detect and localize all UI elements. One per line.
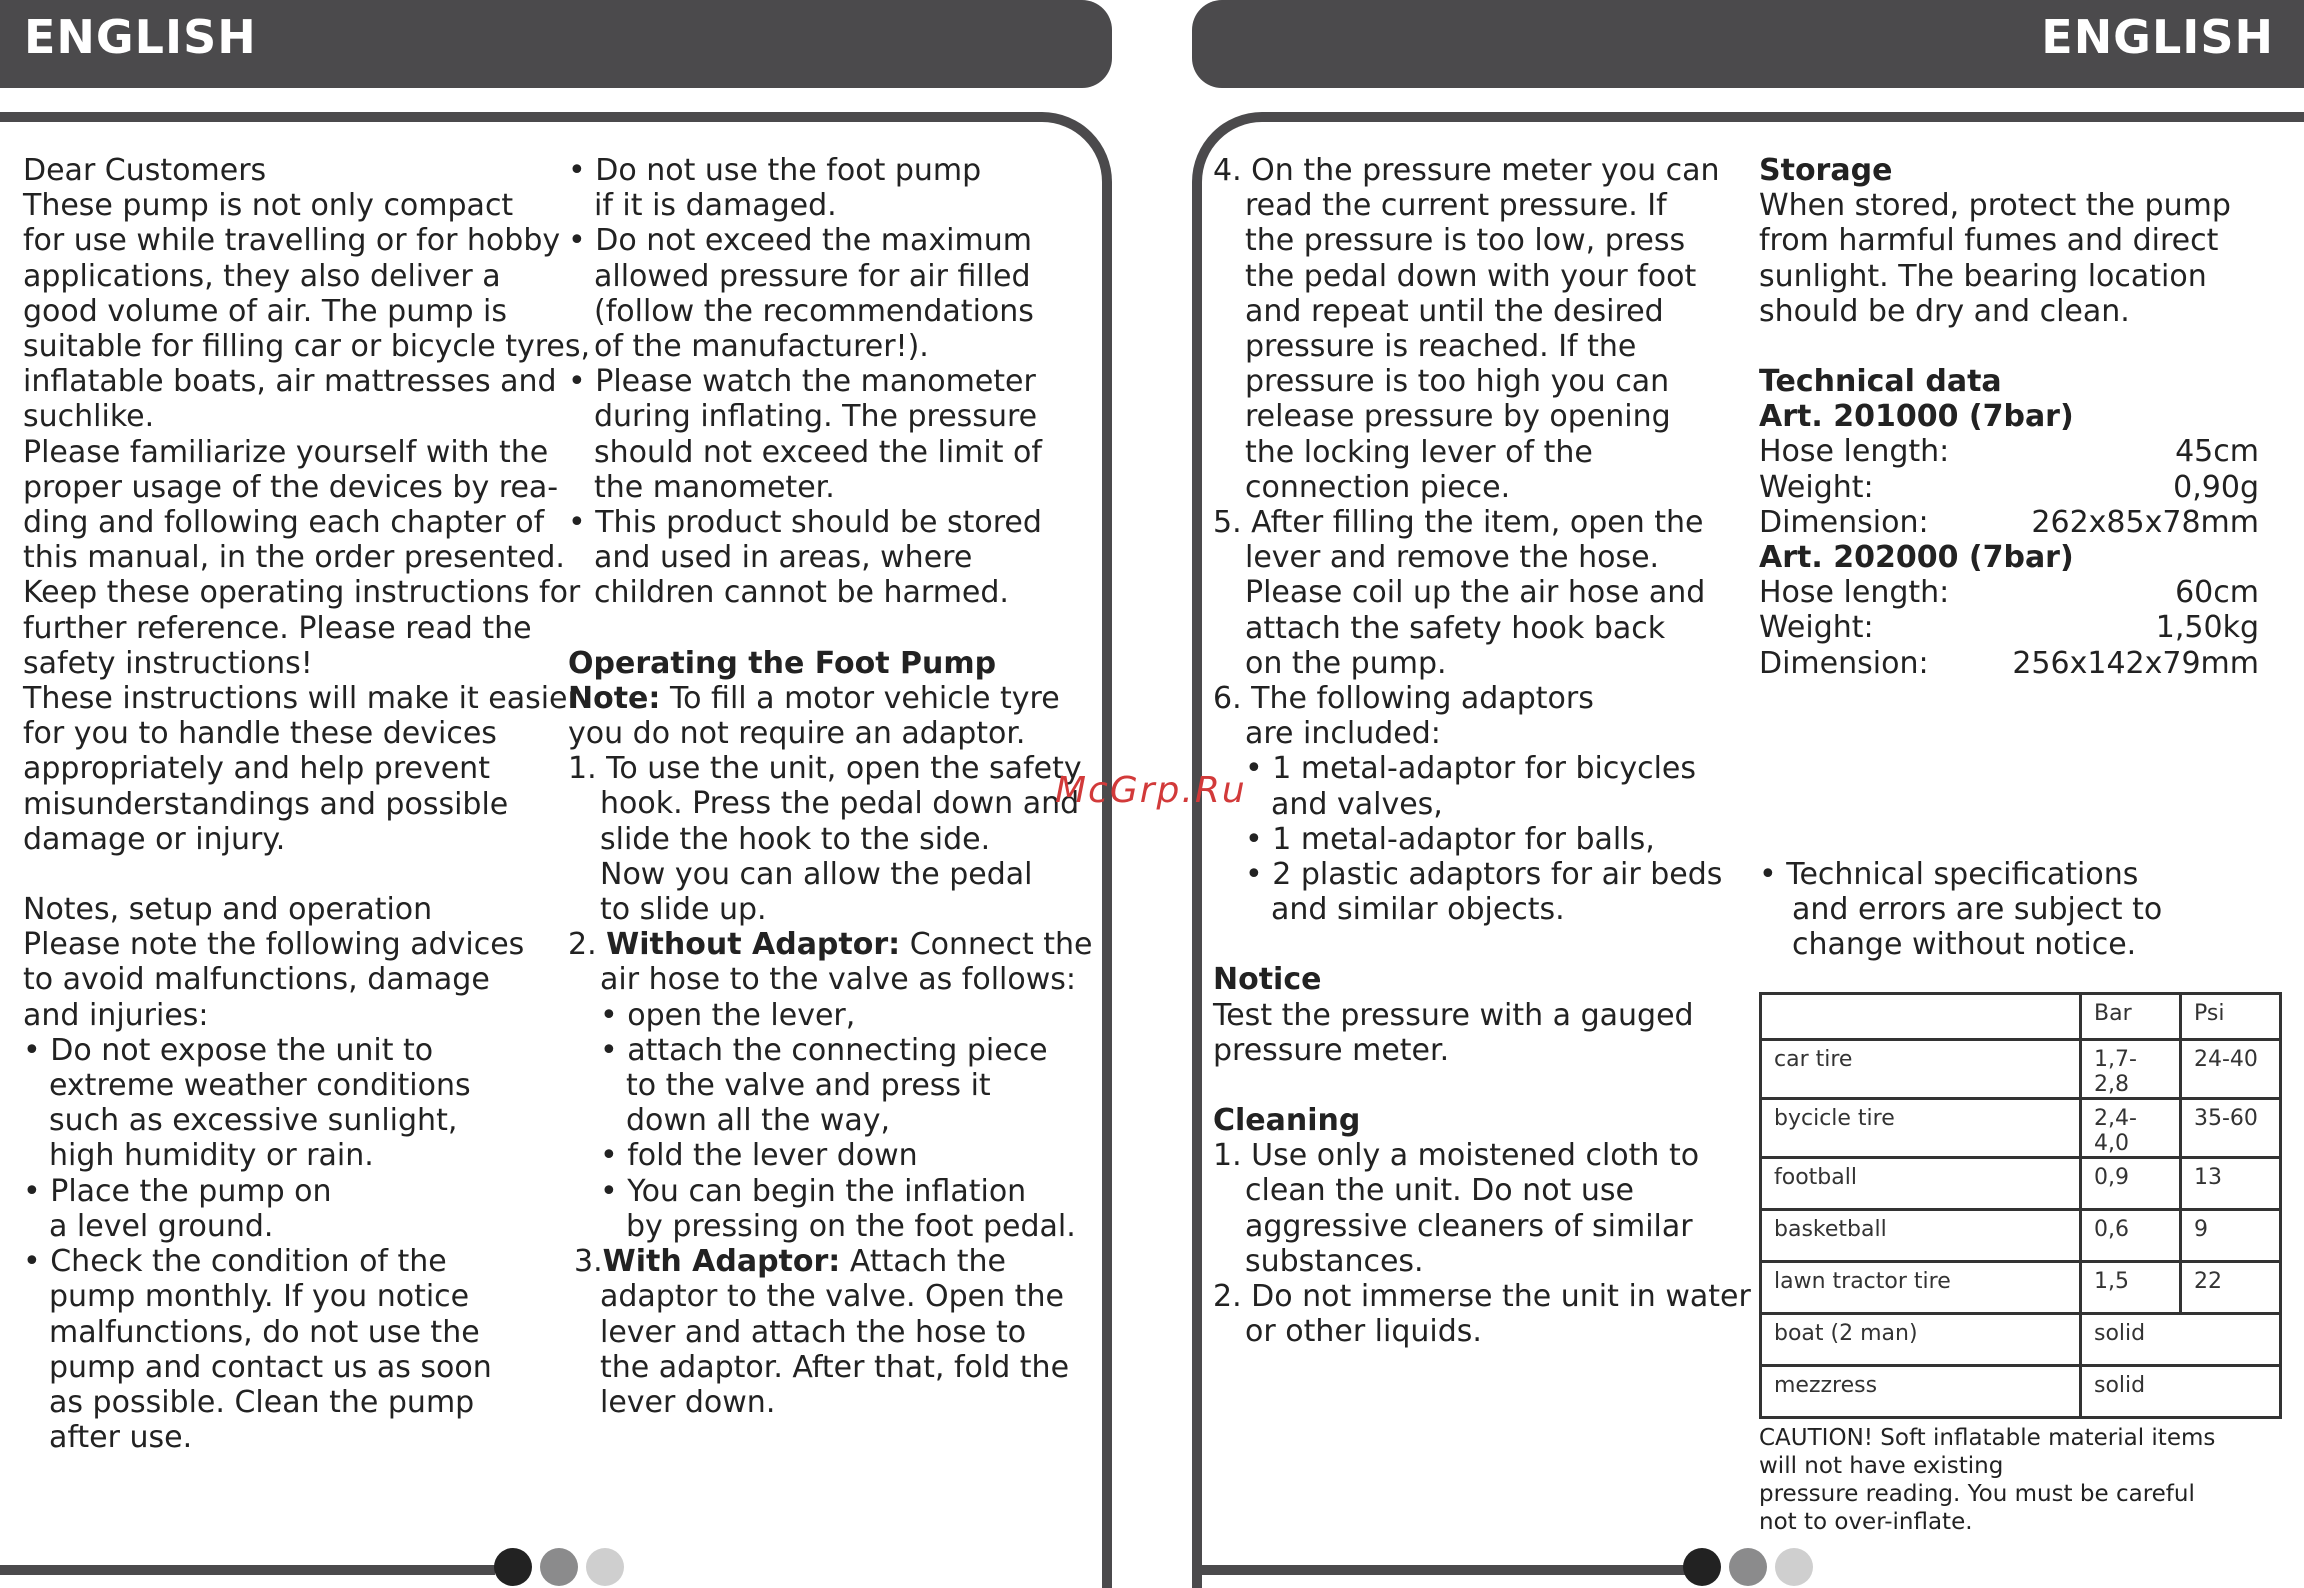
bullet-line: (follow the recommendations <box>594 293 1034 329</box>
step-line: Now you can allow the pedal <box>600 856 1033 892</box>
bullet-line: children cannot be harmed. <box>594 575 1009 611</box>
step-line: 5. After filling the item, open the <box>1213 505 1704 541</box>
table-cell: football <box>1761 1158 2081 1210</box>
step-line: pressure is reached. If the <box>1245 329 1637 365</box>
pressure-table <box>1759 992 2282 1419</box>
spec-value: 262x85x78mm <box>2031 504 2259 540</box>
table-header-cell: Psi <box>2181 994 2281 1040</box>
page-dot <box>1683 1548 1721 1586</box>
step-text: Connect the <box>900 927 1093 963</box>
adaptor-line: and valves, <box>1271 786 1443 822</box>
spec-row <box>1759 610 2259 645</box>
text-line: These instructions will make it easier <box>23 681 580 717</box>
step-line: adaptor to the valve. Open the <box>600 1279 1064 1315</box>
spec-value: 256x142x79mm <box>2012 645 2259 681</box>
section-title: Technical data <box>1759 364 2002 400</box>
table-row <box>1761 1210 2281 1262</box>
table-row <box>1761 1366 2281 1418</box>
text-line: When stored, protect the pump <box>1759 188 2231 224</box>
section-title: Cleaning <box>1213 1103 1361 1139</box>
text-line: ding and following each chapter of <box>23 505 545 541</box>
step-line: pressure is too high you can <box>1245 364 1670 400</box>
text-line: and injuries: <box>23 997 209 1033</box>
bullet-line: should not exceed the limit of <box>594 434 1042 470</box>
spec-row <box>1759 575 2259 610</box>
step-line: • open the lever, <box>600 997 856 1033</box>
note-text: To fill a motor vehicle tyre <box>660 680 1060 716</box>
step-label: With Adaptor: <box>602 1244 841 1280</box>
table-header-cell <box>1761 994 2081 1040</box>
note-line <box>568 681 1093 716</box>
text-line: good volume of air. The pump is <box>23 293 507 329</box>
step-line: 1. Use only a moistened cloth to <box>1213 1138 1700 1174</box>
section-title: Notice <box>1213 962 1322 998</box>
step-line: lever and remove the hose. <box>1245 540 1660 576</box>
bullet-line: after use. <box>49 1420 193 1456</box>
bullet-line: such as excessive sunlight, <box>49 1103 458 1139</box>
table-cell: lawn tractor tire <box>1761 1262 2081 1314</box>
text-line: pressure meter. <box>1213 1032 1450 1068</box>
table-cell: basketball <box>1761 1210 2081 1262</box>
bullet-line: during inflating. The pressure <box>594 399 1038 435</box>
text-line: • Technical specifications <box>1759 857 2139 892</box>
text-line: further reference. Please read the <box>23 610 532 646</box>
text-line: you do not require an adaptor. <box>568 716 1026 752</box>
section-title: Notes, setup and operation <box>23 892 433 928</box>
text-line: from harmful fumes and direct <box>1759 223 2219 259</box>
spec-value: 45cm <box>2175 434 2259 470</box>
text-line: inflatable boats, air mattresses and <box>23 364 557 400</box>
table-cell: car tire <box>1761 1040 2081 1099</box>
column-operation-cleaning <box>1213 153 1751 1350</box>
table-cell: 0,6 <box>2081 1210 2181 1262</box>
text-line: Please familiarize yourself with the <box>23 434 549 470</box>
note-label: Note: <box>568 680 661 716</box>
spec-label: Weight: <box>1759 469 1874 505</box>
step-line: are included: <box>1245 716 1441 752</box>
table-cell: 35-60 <box>2181 1099 2281 1158</box>
step-line: air hose to the valve as follows: <box>600 962 1076 998</box>
column-safety-operation <box>568 153 1093 1420</box>
bullet-line: a level ground. <box>49 1208 274 1244</box>
table-cell: 9 <box>2181 1210 2281 1262</box>
text-line: proper usage of the devices by rea- <box>23 469 559 505</box>
bullet-line: high humidity or rain. <box>49 1138 374 1174</box>
bullet-line: • Do not use the foot pump <box>568 153 982 188</box>
step-label: Without Adaptor: <box>606 927 901 963</box>
text-line: Please note the following advices <box>23 927 525 963</box>
bullet-line: of the manufacturer!). <box>594 329 929 365</box>
table-cell: 0,9 <box>2081 1158 2181 1210</box>
page-dot <box>586 1548 624 1586</box>
table-cell: solid <box>2081 1314 2281 1366</box>
text-line: safety instructions! <box>23 645 313 681</box>
spec-label: Hose length: <box>1759 434 1950 470</box>
spec-label: Dimension: <box>1759 645 1929 681</box>
spec-label: Hose length: <box>1759 575 1950 611</box>
step-line: read the current pressure. If <box>1245 188 1667 224</box>
step-line: • fold the lever down <box>600 1138 918 1174</box>
text-line: misunderstandings and possible <box>23 786 509 822</box>
article-title: Art. 202000 (7bar) <box>1759 540 2074 576</box>
page-dot <box>540 1548 578 1586</box>
table-header-cell: Bar <box>2081 994 2181 1040</box>
table-row <box>1761 1099 2281 1158</box>
right-bottom-line <box>1192 1565 1685 1575</box>
spec-row <box>1759 646 2259 681</box>
step-line: the locking lever of the <box>1245 434 1593 470</box>
left-page-dots <box>494 1548 624 1586</box>
step-line: hook. Press the pedal down and <box>600 786 1080 822</box>
adaptor-line: • 1 metal-adaptor for bicycles <box>1245 751 1697 787</box>
table-cell: 13 <box>2181 1158 2281 1210</box>
table-row <box>1761 1158 2281 1210</box>
text-line: will not have existing <box>1759 1453 2004 1479</box>
step-line: lever down. <box>600 1384 776 1420</box>
table-cell: 22 <box>2181 1262 2281 1314</box>
step-line: down all the way, <box>626 1103 891 1139</box>
step-line: aggressive cleaners of similar <box>1245 1208 1693 1244</box>
step-line: lever and attach the hose to <box>600 1314 1027 1350</box>
watermark: McGrp.Ru <box>1055 770 1247 811</box>
spec-label: Dimension: <box>1759 504 1929 540</box>
text-line: These pump is not only compact <box>23 188 514 224</box>
table-row <box>1761 1314 2281 1366</box>
step-line: and repeat until the desired <box>1245 293 1664 329</box>
step-line: to the valve and press it <box>626 1068 991 1104</box>
left-bottom-line <box>0 1565 495 1575</box>
table-row <box>1761 1262 2281 1314</box>
text-line: pressure reading. You must be careful <box>1759 1481 2195 1507</box>
table-cell: bycicle tire <box>1761 1099 2081 1158</box>
bullet-line: if it is damaged. <box>594 188 837 224</box>
table-cell: 1,7-2,8 <box>2081 1040 2181 1099</box>
column-intro <box>23 153 590 1455</box>
step-line: to slide up. <box>600 892 767 928</box>
step-line: the adaptor. After that, fold the <box>600 1349 1070 1385</box>
spec-value: 1,50kg <box>2155 610 2259 646</box>
spec-label: Weight: <box>1759 610 1874 646</box>
section-title: Storage <box>1759 153 1893 188</box>
text-line: this manual, in the order presented. <box>23 540 565 576</box>
step-line: 6. The following adaptors <box>1213 681 1594 717</box>
page-dot <box>1729 1548 1767 1586</box>
text-line: not to over-inflate. <box>1759 1509 1973 1535</box>
step-text: Attach the <box>840 1244 1007 1280</box>
bullet-line: • Please watch the manometer <box>568 364 1036 400</box>
bullet-line: malfunctions, do not use the <box>49 1314 480 1350</box>
text-line: change without notice. <box>1792 927 2137 963</box>
text-line: sunlight. The bearing location <box>1759 258 2207 294</box>
step-line: clean the unit. Do not use <box>1245 1173 1634 1209</box>
bullet-line: extreme weather conditions <box>49 1068 471 1104</box>
bullet-line: pump and contact us as soon <box>49 1349 492 1385</box>
column-storage-tech <box>1759 153 2259 681</box>
bullet-line: the manometer. <box>594 469 835 505</box>
spec-note <box>1759 857 2162 963</box>
spec-row <box>1759 434 2259 469</box>
step-line: • attach the connecting piece <box>600 1032 1048 1068</box>
text-line: Test the pressure with a gauged <box>1213 997 1694 1033</box>
spec-row <box>1759 505 2259 540</box>
section-title: Operating the Foot Pump <box>568 645 997 681</box>
article-title: Art. 201000 (7bar) <box>1759 399 2074 435</box>
caution-note <box>1759 1424 2215 1536</box>
bullet-line: • Place the pump on <box>23 1173 332 1209</box>
bullet-line: • Check the condition of the <box>23 1244 447 1280</box>
page-dot <box>494 1548 532 1586</box>
step-line: attach the safety hook back <box>1245 610 1666 646</box>
bullet-line: as possible. Clean the pump <box>49 1384 475 1420</box>
page-dot <box>1775 1548 1813 1586</box>
intro-text <box>23 153 590 857</box>
adaptor-line: • 2 plastic adaptors for air beds <box>1245 857 1723 893</box>
text-line: for you to handle these devices <box>23 716 497 752</box>
text-line: Dear Customers <box>23 153 267 188</box>
notes-section <box>23 892 590 1455</box>
spec-row <box>1759 470 2259 505</box>
text-line: should be dry and clean. <box>1759 293 2130 329</box>
bullet-line: and used in areas, where <box>594 540 973 576</box>
right-page-dots <box>1683 1548 1813 1586</box>
text-line: to avoid malfunctions, damage <box>23 962 490 998</box>
text-line: for use while travelling or for hobby <box>23 223 561 259</box>
text-line: and errors are subject to <box>1792 892 2163 928</box>
step-line: the pressure is too low, press <box>1245 223 1686 259</box>
table-cell: solid <box>2081 1366 2281 1418</box>
spec-value: 60cm <box>2175 575 2259 611</box>
step-line: substances. <box>1245 1243 1424 1279</box>
bullet-line: allowed pressure for air filled <box>594 258 1031 294</box>
adaptor-line: and similar objects. <box>1271 892 1565 928</box>
table-cell: 24-40 <box>2181 1040 2281 1099</box>
text-line: suchlike. <box>23 399 155 435</box>
table-cell: boat (2 man) <box>1761 1314 2081 1366</box>
left-page-header: ENGLISH <box>0 0 1112 88</box>
bullet-line: • This product should be stored <box>568 505 1042 541</box>
step-line: on the pump. <box>1245 645 1447 681</box>
step-line: Please coil up the air hose and <box>1245 575 1706 611</box>
text-line: appropriately and help prevent <box>23 751 490 787</box>
step-line: 4. On the pressure meter you can <box>1213 153 1720 188</box>
adaptor-line: • 1 metal-adaptor for balls, <box>1245 821 1655 857</box>
right-page-header: ENGLISH <box>1192 0 2304 88</box>
text-line: Keep these operating instructions for <box>23 575 581 611</box>
table-cell: 1,5 <box>2081 1262 2181 1314</box>
step-line: 2. Do not immerse the unit in water <box>1213 1279 1751 1315</box>
step-line: • You can begin the inflation <box>600 1173 1027 1209</box>
text-line: damage or injury. <box>23 821 286 857</box>
step-line: slide the hook to the side. <box>600 821 991 857</box>
table-header-row <box>1761 994 2281 1040</box>
text-line: suitable for filling car or bicycle tyres, <box>23 329 591 365</box>
step-line: or other liquids. <box>1245 1314 1482 1350</box>
step-number: 2. <box>568 927 607 963</box>
step-number: 3. <box>574 1244 603 1280</box>
text-line: CAUTION! Soft inflatable material items <box>1759 1425 2216 1451</box>
bullet-line: pump monthly. If you notice <box>49 1279 470 1315</box>
step-line: the pedal down with your foot <box>1245 258 1697 294</box>
bullet-line: • Do not exceed the maximum <box>568 223 1032 259</box>
table-row <box>1761 1040 2281 1099</box>
bullet-line: • Do not expose the unit to <box>23 1032 434 1068</box>
step-line <box>568 1244 1093 1279</box>
step-line: connection piece. <box>1245 469 1511 505</box>
step-line: release pressure by opening <box>1245 399 1671 435</box>
table-cell: mezzress <box>1761 1366 2081 1418</box>
text-line: applications, they also deliver a <box>23 258 501 294</box>
step-line: 1. To use the unit, open the safety <box>568 751 1082 787</box>
step-line: by pressing on the foot pedal. <box>626 1208 1076 1244</box>
table-cell: 2,4-4,0 <box>2081 1099 2181 1158</box>
spec-value: 0,90g <box>2173 469 2259 505</box>
step-line <box>568 927 1093 962</box>
